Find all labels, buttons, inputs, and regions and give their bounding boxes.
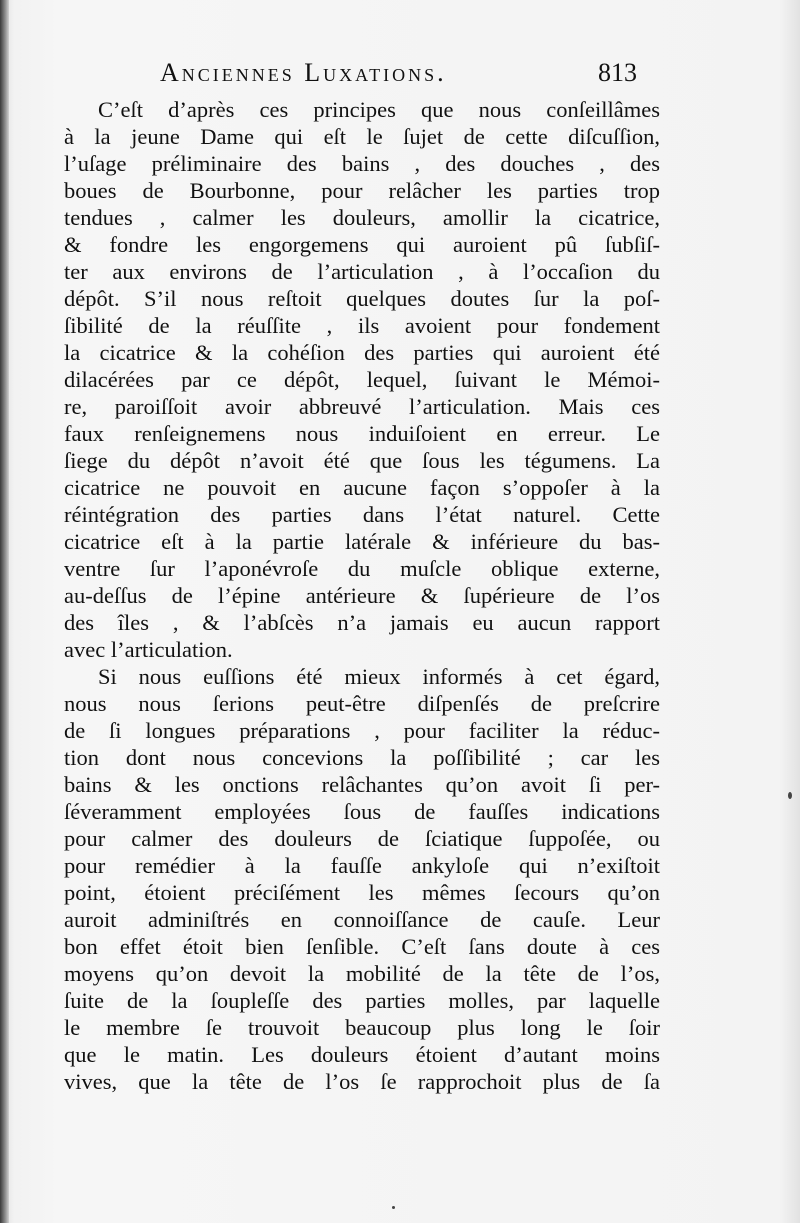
- text-line: Si nous euſſions été mieux informés à cet égard,: [98, 664, 660, 689]
- text-line: pour remédier à la fauſſe ankyloſe qui n’exiſtoit: [64, 853, 660, 878]
- text-line: ter aux environs de l’articulation , à l’occaſion du: [64, 259, 660, 284]
- ink-speck: [392, 1206, 395, 1209]
- text-line: tendues , calmer les douleurs, amollir la cicatrice,: [64, 205, 660, 230]
- text-line: cicatrice eſt à la partie latérale & inférieure du bas-: [64, 529, 660, 554]
- text-line: bains & les onctions relâchantes qu’on avoit ſi per-: [64, 772, 660, 797]
- text-line: bon effet étoit bien ſenſible. C’eſt ſans doute à ces: [64, 934, 660, 959]
- text-line: vives, que la tête de l’os ſe rapprochoit plus de ſa: [64, 1069, 660, 1094]
- text-line: l’uſage préliminaire des bains , des douches , des: [64, 151, 660, 176]
- text-line: boues de Bourbonne, pour relâcher les parties trop: [64, 178, 660, 203]
- text-line: réintégration des parties dans l’état naturel. Cette: [64, 502, 660, 527]
- text-line: au-deſſus de l’épine antérieure & ſupérieure de l’os: [64, 583, 660, 608]
- text-line: dilacérées par ce dépôt, lequel, ſuivant le Mémoi-: [64, 367, 660, 392]
- text-line: ſéveramment employées ſous de fauſſes indications: [64, 799, 660, 824]
- text-line: point, étoient préciſément les mêmes ſecours qu’on: [64, 880, 660, 905]
- text-line: la cicatrice & la cohéſion des parties qui auroient été: [64, 340, 660, 365]
- text-line: que le matin. Les douleurs étoient d’autant moins: [64, 1042, 660, 1067]
- page-spine-edge: [0, 0, 9, 1223]
- text-line: C’eſt d’après ces principes que nous conſeillâmes: [98, 97, 660, 122]
- text-line: des îles , & l’abſcès n’a jamais eu aucun rapport: [64, 610, 660, 635]
- text-line: pour calmer des douleurs de ſciatique ſuppoſée, ou: [64, 826, 660, 851]
- text-line: ſiege du dépôt n’avoit été que ſous les tégumens. La: [64, 448, 660, 473]
- text-line: de ſi longues préparations , pour faciliter la réduc-: [64, 718, 660, 743]
- text-line: dépôt. S’il nous reſtoit quelques doutes ſur la poſ-: [64, 286, 660, 311]
- text-line: re, paroiſſoit avoir abbreuvé l’articulation. Mais ces: [64, 394, 660, 419]
- text-line: & fondre les engorgemens qui auroient pû ſubſiſ-: [64, 232, 660, 257]
- running-head: Anciennes Luxations.: [160, 58, 447, 87]
- text-line: ventre ſur l’aponévroſe du muſcle oblique externe,: [64, 556, 660, 581]
- text-line: à la jeune Dame qui eſt le ſujet de cette diſcuſſion,: [64, 124, 660, 149]
- text-line: auroit adminiſtrés en connoiſſance de cauſe. Leur: [64, 907, 660, 932]
- text-line: ſibilité de la réuſſite , ils avoient pour fondement: [64, 313, 660, 338]
- text-line: le membre ſe trouvoit beaucoup plus long le ſoir: [64, 1015, 660, 1040]
- ink-speck: [788, 792, 792, 799]
- page-header: [160, 58, 660, 98]
- text-line: moyens qu’on devoit la mobilité de la tête de l’os,: [64, 961, 660, 986]
- page-number: 813: [598, 58, 637, 87]
- body-text: [64, 96, 660, 1095]
- text-line: faux renſeignemens nous induiſoient en erreur. Le: [64, 421, 660, 446]
- text-line: cicatrice ne pouvoit en aucune façon s’oppoſer à la: [64, 475, 660, 500]
- text-line: ſuite de la ſoupleſſe des parties molles, par laquelle: [64, 988, 660, 1013]
- text-line: nous nous ſerions peut-être diſpenſés de preſcrire: [64, 691, 660, 716]
- text-line: avec l’articulation.: [64, 637, 233, 662]
- text-line: tion dont nous concevions la poſſibilité ; car les: [64, 745, 660, 770]
